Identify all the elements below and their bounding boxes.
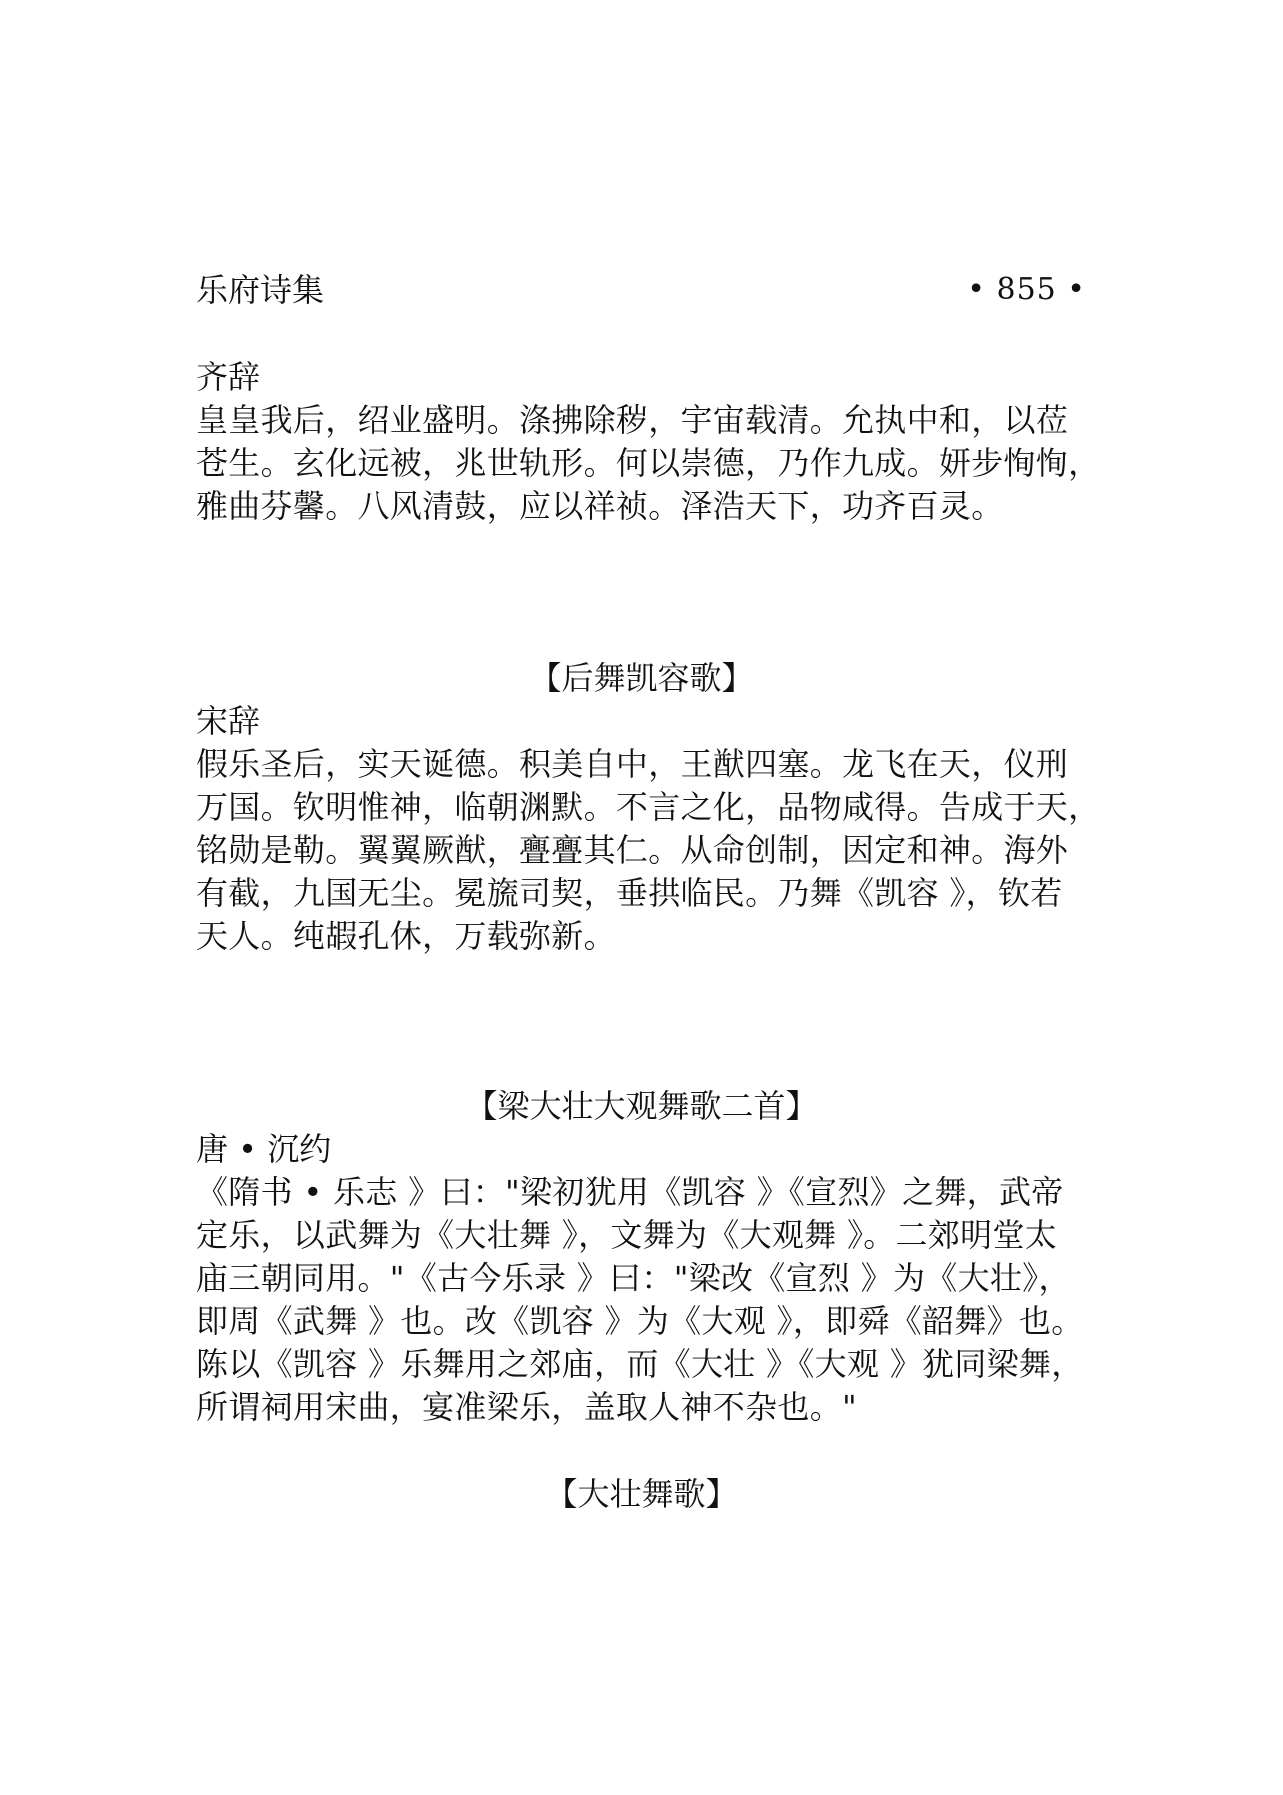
section-heading: 【梁大壮大观舞歌二首】 [465, 1087, 818, 1125]
text-line: 假乐圣后，实天诞德。积美自中，王猷四塞。龙飞在天，仪刑 [196, 745, 1069, 783]
page-number: • 855 • [967, 272, 1086, 307]
text-line: 万国。钦明惟神，临朝渊默。不言之化，品物咸得。告成于天， [196, 788, 1101, 826]
text-line: 有截，九国无尘。冕旒司契，垂拱临民。乃舞《凯容 》，钦若 [196, 874, 1063, 912]
author-label: 唐 • 沉约 [196, 1130, 332, 1168]
dynasty-label: 齐辞 [196, 358, 261, 396]
section-liang [196, 1128, 1096, 1429]
section-qi [196, 356, 1101, 528]
text-line: 陈以《凯容 》乐舞用之郊庙，而《大壮 》《大观 》犹同梁舞， [196, 1345, 1084, 1383]
text-line: 《隋书 • 乐志 》曰："梁初犹用《凯容 》《宣烈》之舞，武帝 [196, 1173, 1064, 1211]
text-line: 皇皇我后，绍业盛明。涤拂除秽，宇宙载清。允执中和，以莅 [196, 401, 1069, 439]
section-houwu [196, 700, 1101, 958]
text-line: 所谓祠用宋曲，宴准梁乐，盖取人神不杂也。" [196, 1388, 858, 1426]
prose-text [196, 1171, 1096, 1429]
section-heading: 【大壮舞歌】 [545, 1475, 738, 1513]
dynasty-label: 宋辞 [196, 702, 261, 740]
text-line: 铭勋是勒。翼翼厥猷，亹亹其仁。从命创制，因定和神。海外 [196, 831, 1069, 869]
text-line: 雅曲芬馨。八风清鼓，应以祥祯。泽浩天下，功齐百灵。 [196, 487, 1004, 525]
section-heading: 【后舞凯容歌】 [529, 659, 754, 697]
running-header [196, 268, 1086, 312]
poem-text [196, 743, 1101, 958]
text-line: 即周《武舞 》也。改《凯容 》为《大观 》，即舜《韶舞》也。 [196, 1302, 1084, 1340]
book-title: 乐府诗集 [196, 271, 325, 309]
poem-text [196, 399, 1101, 528]
text-line: 苍生。玄化远被，兆世轨形。何以崇德，乃作九成。妍步恂恂， [196, 444, 1101, 482]
text-line: 庙三朝同用。"《古今乐录 》曰："梁改《宣烈 》为《大壮》， [196, 1259, 1071, 1297]
text-line: 天人。纯嘏孔休，万载弥新。 [196, 917, 616, 955]
text-line: 定乐，以武舞为《大壮舞 》，文舞为《大观舞 》。二郊明堂太 [196, 1216, 1058, 1254]
